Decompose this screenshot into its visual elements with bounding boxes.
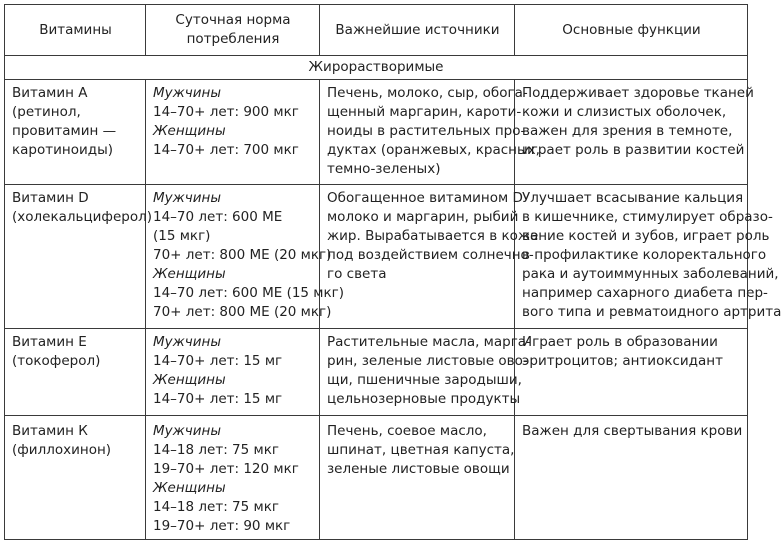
vitamin-cell-line: Витамин Е [12,334,87,350]
vitamin-cell-line: (ретинол, [12,104,81,120]
functions-cell [515,185,781,329]
norm-cell-line: 14–70+ лет: 15 мг [153,353,283,369]
vitamin-cell [5,185,152,329]
norm-cell-line: 70+ лет: 800 МЕ (20 мкг) [153,304,332,320]
functions-cell-line: Важен для свертывания крови [522,423,743,439]
norm-cell-line: 14–18 лет: 75 мкг [153,499,279,515]
norm-cell-line: 14–70+ лет: 900 мкг [153,104,299,120]
vitamin-cell-line: провитамин — [12,123,117,139]
norm-cell-line: Мужчины [153,334,222,350]
sources-cell [320,329,531,416]
norm-cell [146,185,344,329]
norm-cell-line: Женщины [153,123,226,139]
header-norm-line: Суточная норма [175,12,291,28]
vitamin-cell-line: Витамин А [12,85,88,101]
norm-cell-line: 19–70+ лет: 90 мкг [153,518,291,534]
sources-cell-line: цельнозерновые продукты [327,391,521,407]
vitamins-table [4,4,781,540]
norm-cell [146,416,320,540]
norm-cell-line: Мужчины [153,423,222,439]
functions-cell-line: важен для зрения в темноте, [522,123,733,139]
sources-cell [320,80,540,185]
header-functions: Основные функции [515,5,748,56]
table-row [5,185,748,329]
sources-cell-line: Печень, соевое масло, [327,423,487,439]
section-row [5,56,748,80]
vitamin-cell-line: каротиноиды) [12,142,114,158]
table-row [5,80,748,185]
vitamin-cell [5,80,146,185]
sources-cell-line: рин, зеленые листовые ово- [327,353,528,369]
vitamin-cell [5,329,146,416]
sources-cell [320,185,539,329]
functions-cell-line: эритроцитов; антиоксидант [522,353,723,369]
sources-cell-line: щи, пшеничные зародыши, [327,372,522,388]
functions-cell-line: в кишечнике, стимулирует образо- [522,209,773,225]
vitamin-cell-line: Витамин К [12,423,88,439]
sources-cell-line: шпинат, цветная капуста, [327,442,515,458]
norm-cell-line: 70+ лет: 800 МЕ (20 мкг) [153,247,332,263]
vitamin-cell-line: Витамин D [12,190,89,206]
norm-cell-line: 14–70 лет: 600 МЕ [153,209,283,225]
header-sources: Важнейшие источники [320,5,515,56]
norm-cell [146,80,320,185]
sources-cell-line: дуктах (оранжевых, красных, [327,142,540,158]
functions-cell-line: например сахарного диабета пер- [522,285,768,301]
sources-cell-line: Растительные масла, маргa- [327,334,531,350]
norm-cell-line: Мужчины [153,190,222,206]
functions-cell [515,416,748,540]
norm-cell-line: 14–70+ лет: 15 мг [153,391,283,407]
sources-cell-line: зеленые листовые овощи [327,461,510,477]
functions-cell-line: играет роль в развитии костей [522,142,745,158]
sources-cell-line: Печень, молоко, сыр, обога- [327,85,528,101]
functions-cell [515,329,748,416]
functions-cell-line: вание костей и зубов, играет роль [522,228,770,244]
functions-cell-line: Поддерживает здоровье тканей [522,85,754,101]
functions-cell-line: в профилактике колоректального [522,247,767,263]
functions-cell [515,80,754,185]
header-norm-line: потребления [186,31,280,47]
sources-cell-line: молоко и маргарин, рыбий [327,209,519,225]
sources-cell-line: жир. Вырабатывается в коже [327,228,539,244]
sources-cell-line: темно-зеленых) [327,161,441,177]
norm-cell-line: Женщины [153,266,226,282]
norm-cell-line: 14–18 лет: 75 мкг [153,442,279,458]
norm-cell-line: 14–70 лет: 600 МЕ (15 мкг) [153,285,344,301]
functions-cell-line: рака и аутоиммунных заболеваний, [522,266,779,282]
norm-cell-line: Женщины [153,372,226,388]
header-vitamins: Витамины [5,5,146,56]
norm-cell [146,329,320,416]
functions-cell-line: Улучшает всасывание кальция [522,190,744,206]
sources-cell [320,416,515,540]
functions-cell-line: вого типа и ревматоидного артрита [522,304,781,320]
table-row [5,329,748,416]
table-row [5,416,748,540]
norm-cell-line: Женщины [153,480,226,496]
sources-cell-line: щенный маргарин, кароти- [327,104,522,120]
norm-cell-line: 19–70+ лет: 120 мкг [153,461,299,477]
norm-cell-line: Мужчины [153,85,222,101]
vitamin-cell-line: (токоферол) [12,353,101,369]
header-norm [146,5,320,56]
sources-cell-line: Обогащенное витамином D [327,190,523,206]
norm-cell-line: (15 мкг) [153,228,211,244]
sources-cell-line: под воздействием солнечно- [327,247,534,263]
functions-cell-line: кожи и слизистых оболочек, [522,104,727,120]
vitamin-cell-line: (холекальциферол) [12,209,152,225]
sources-cell-line: ноиды в растительных про- [327,123,526,139]
norm-cell-line: 14–70+ лет: 700 мкг [153,142,299,158]
functions-cell-line: Играет роль в образовании [522,334,718,350]
sources-cell-line: го света [327,266,387,282]
vitamin-cell [5,416,146,540]
section-title: Жирорастворимые [5,56,748,80]
vitamin-cell-line: (филлохинон) [12,442,112,458]
header-row [5,5,748,56]
